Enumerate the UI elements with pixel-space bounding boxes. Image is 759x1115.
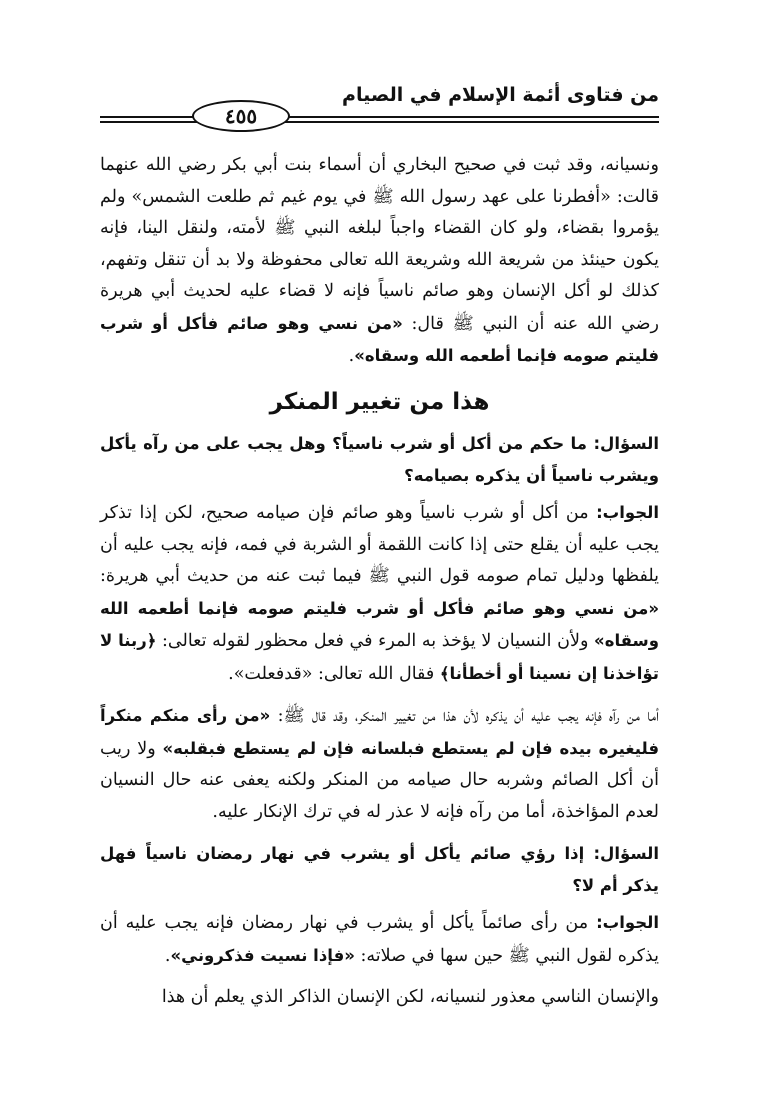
paragraph — [100, 982, 659, 1014]
page-number: ٤٥٥ — [192, 100, 290, 132]
header-rule — [100, 121, 659, 123]
text-run: من أكل أو شرب ناسياً وهو صائم فإن صيامه صحيح، لكن إذا تذكر يجب عليه أن يقلع حتى إذا كانت اللقمة أو الشربة في فمه، فإنه يجب عليه أن يلفظها ودليل تمام صومه قول النبي ﷺ فيما ثبت عنه من حديث أبي هريرة: — [100, 503, 659, 586]
answer — [100, 497, 659, 690]
text-run: فقال الله تعالى: «قدفعلت». — [228, 663, 440, 684]
text-run: أما من رآه فإنه يجب عليه أن يذكره لأن هذا من تغيير المنكر، وقد قال ﷺ: — [270, 706, 659, 726]
text-run: . — [348, 346, 355, 366]
answer-label: الجواب: — [596, 503, 659, 522]
header-rule — [100, 116, 659, 118]
paragraph — [100, 700, 659, 828]
text-run: ولا ريب أن أكل الصائم وشربه حال صيامه من المنكر ولكنه يعفى عنه حال النسيان لعدم المؤاخذة، أما من رآه فإنه لا عذر له في ترك الإنكار عليه. — [100, 738, 659, 822]
paragraph — [100, 150, 659, 373]
question-label: السؤال: — [593, 844, 659, 863]
answer — [100, 907, 659, 972]
text-run: . — [164, 945, 171, 966]
hadith-quote: «من نسي وهو صائم فأكل أو شرب فليتم صومه فإنما أطعمه الله وسقاه» — [100, 598, 659, 650]
answer-label: الجواب: — [596, 913, 659, 932]
text-run: ونسيانه، وقد ثبت في صحيح البخاري أن أسماء بنت أبي بكر رضي الله عنهما قالت: «أفطرنا على عهد رسول الله ﷺ في يوم غيم ثم طلعت الشمس» ولم يؤمروا بقضاء، ولو كان القضاء واجباً لبلغه النبي ﷺ لأمته، ولنقل الينا، فإنه يكون حينئذ من شريعة الله وشريعة الله تعالى محفوظة ولا بد أن تنقل وتفهم، كذلك لو أكل الإنسان وهو صائم ناسياً فإنه لا قضاء عليه لحديث أبي هريرة رضي الله عنه أن النبي ﷺ قال: — [100, 155, 659, 334]
hadith-quote: «من نسي وهو صائم فأكل أو شرب فليتم صومه فإنما أطعمه الله وسقاه» — [100, 313, 659, 365]
text-run: والإنسان الناسي معذور لنسيانه، لكن الإنسان الذاكر الذي يعلم أن هذا — [161, 987, 659, 1007]
text-run: ولأن النسيان لا يؤخذ به المرء في فعل محظور لقوله تعالى: — [156, 631, 595, 651]
hadith-quote: «من رأى منكم منكراً فليغيره بيده فإن لم يستطع فبلسانه فإن لم يستطع فبقلبه» — [100, 706, 659, 758]
question-label: السؤال: — [593, 434, 659, 453]
text-run: من رأى صائماً يأكل أو يشرب في نهار رمضان فإنه يجب عليه أن يذكره لقول النبي ﷺ حين سها في صلاته: — [100, 913, 659, 966]
question-text: إذا رؤي صائم يأكل أو يشرب في نهار رمضان ناسياً فهل يذكر أم لا؟ — [100, 844, 659, 895]
page-body — [100, 150, 659, 1014]
hadith-quote: «فإذا نسيت فذكروني» — [170, 945, 355, 965]
section-heading: هذا من تغيير المنكر — [269, 388, 490, 415]
question — [100, 838, 659, 901]
page-header — [100, 76, 659, 136]
question-text: ما حكم من أكل أو شرب ناسياً؟ وهل يجب على من رآه يأكل ويشرب ناسياً أن يذكره بصيامه؟ — [100, 434, 659, 485]
quran-verse: ﴿ربنا لا تؤاخذنا إن نسينا أو أخطأنا﴾ — [100, 631, 659, 683]
running-title: من فتاوى أئمة الإسلام في الصيام — [342, 84, 659, 106]
question — [100, 428, 659, 491]
